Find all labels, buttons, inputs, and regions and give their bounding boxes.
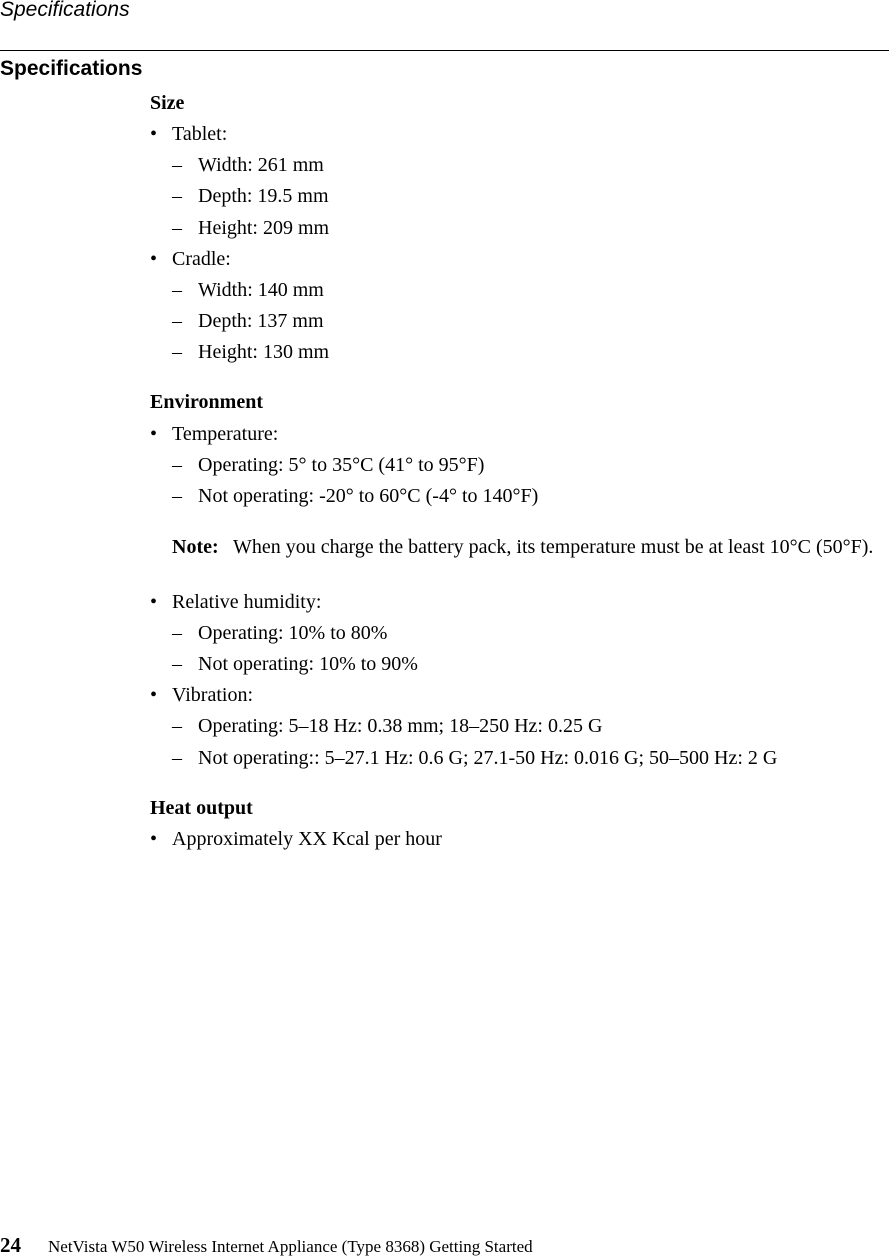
heat-heading: Heat output xyxy=(150,797,253,819)
humidity-label: Relative humidity: xyxy=(172,591,322,613)
dash-mark: – xyxy=(172,154,182,176)
vibration-not-operating: Not operating:: 5–27.1 Hz: 0.6 G; 27.1-50 Hz: 0.016 G; 50–500 Hz: 2 G xyxy=(198,747,778,769)
heat-item: Approximately XX Kcal per hour xyxy=(172,828,442,850)
note-text xyxy=(233,535,883,559)
dash-mark: – xyxy=(172,454,182,476)
tablet-width: Width: 261 mm xyxy=(198,154,324,176)
header-rule xyxy=(0,50,889,51)
section-title: Specifications xyxy=(0,57,143,80)
temperature-operating: Operating: 5° to 35°C (41° to 95°F) xyxy=(198,454,485,476)
dash-mark: – xyxy=(172,747,182,769)
dash-mark: – xyxy=(172,485,182,507)
vibration-label: Vibration: xyxy=(172,684,254,706)
tablet-depth: Depth: 19.5 mm xyxy=(198,185,329,207)
page-number: 24 xyxy=(0,1233,21,1257)
note-body: When you charge the battery pack, its temperature must be at least 10°C (50°F). xyxy=(233,536,874,558)
bullet-mark: • xyxy=(150,684,158,706)
dash-mark: – xyxy=(172,217,182,239)
running-head: Specifications xyxy=(0,0,130,21)
dash-mark: – xyxy=(172,310,182,332)
bullet-mark: • xyxy=(150,423,158,445)
cradle-depth: Depth: 137 mm xyxy=(198,310,324,332)
bullet-mark: • xyxy=(150,248,158,270)
humidity-not-operating: Not operating: 10% to 90% xyxy=(198,653,418,675)
bullet-mark: • xyxy=(150,123,158,145)
dash-mark: – xyxy=(172,622,182,644)
vibration-operating: Operating: 5–18 Hz: 0.38 mm; 18–250 Hz: 0.25 G xyxy=(198,715,603,737)
dash-mark: – xyxy=(172,341,182,363)
cradle-height: Height: 130 mm xyxy=(198,341,330,363)
tablet-height: Height: 209 mm xyxy=(198,217,330,239)
tablet-label: Tablet: xyxy=(172,123,228,145)
size-heading: Size xyxy=(150,92,185,114)
dash-mark: – xyxy=(172,715,182,737)
humidity-operating: Operating: 10% to 80% xyxy=(198,622,388,644)
note-label: Note: xyxy=(172,536,219,558)
cradle-width: Width: 140 mm xyxy=(198,279,324,301)
temperature-not-operating: Not operating: -20° to 60°C (-4° to 140°F) xyxy=(198,485,539,507)
bullet-mark: • xyxy=(150,591,158,613)
cradle-label: Cradle: xyxy=(172,248,231,270)
footer-title: NetVista W50 Wireless Internet Appliance (Type 8368) Getting Started xyxy=(48,1237,533,1256)
environment-heading: Environment xyxy=(150,391,263,413)
dash-mark: – xyxy=(172,653,182,675)
temperature-label: Temperature: xyxy=(172,423,279,445)
bullet-mark: • xyxy=(150,828,158,850)
dash-mark: – xyxy=(172,279,182,301)
dash-mark: – xyxy=(172,185,182,207)
